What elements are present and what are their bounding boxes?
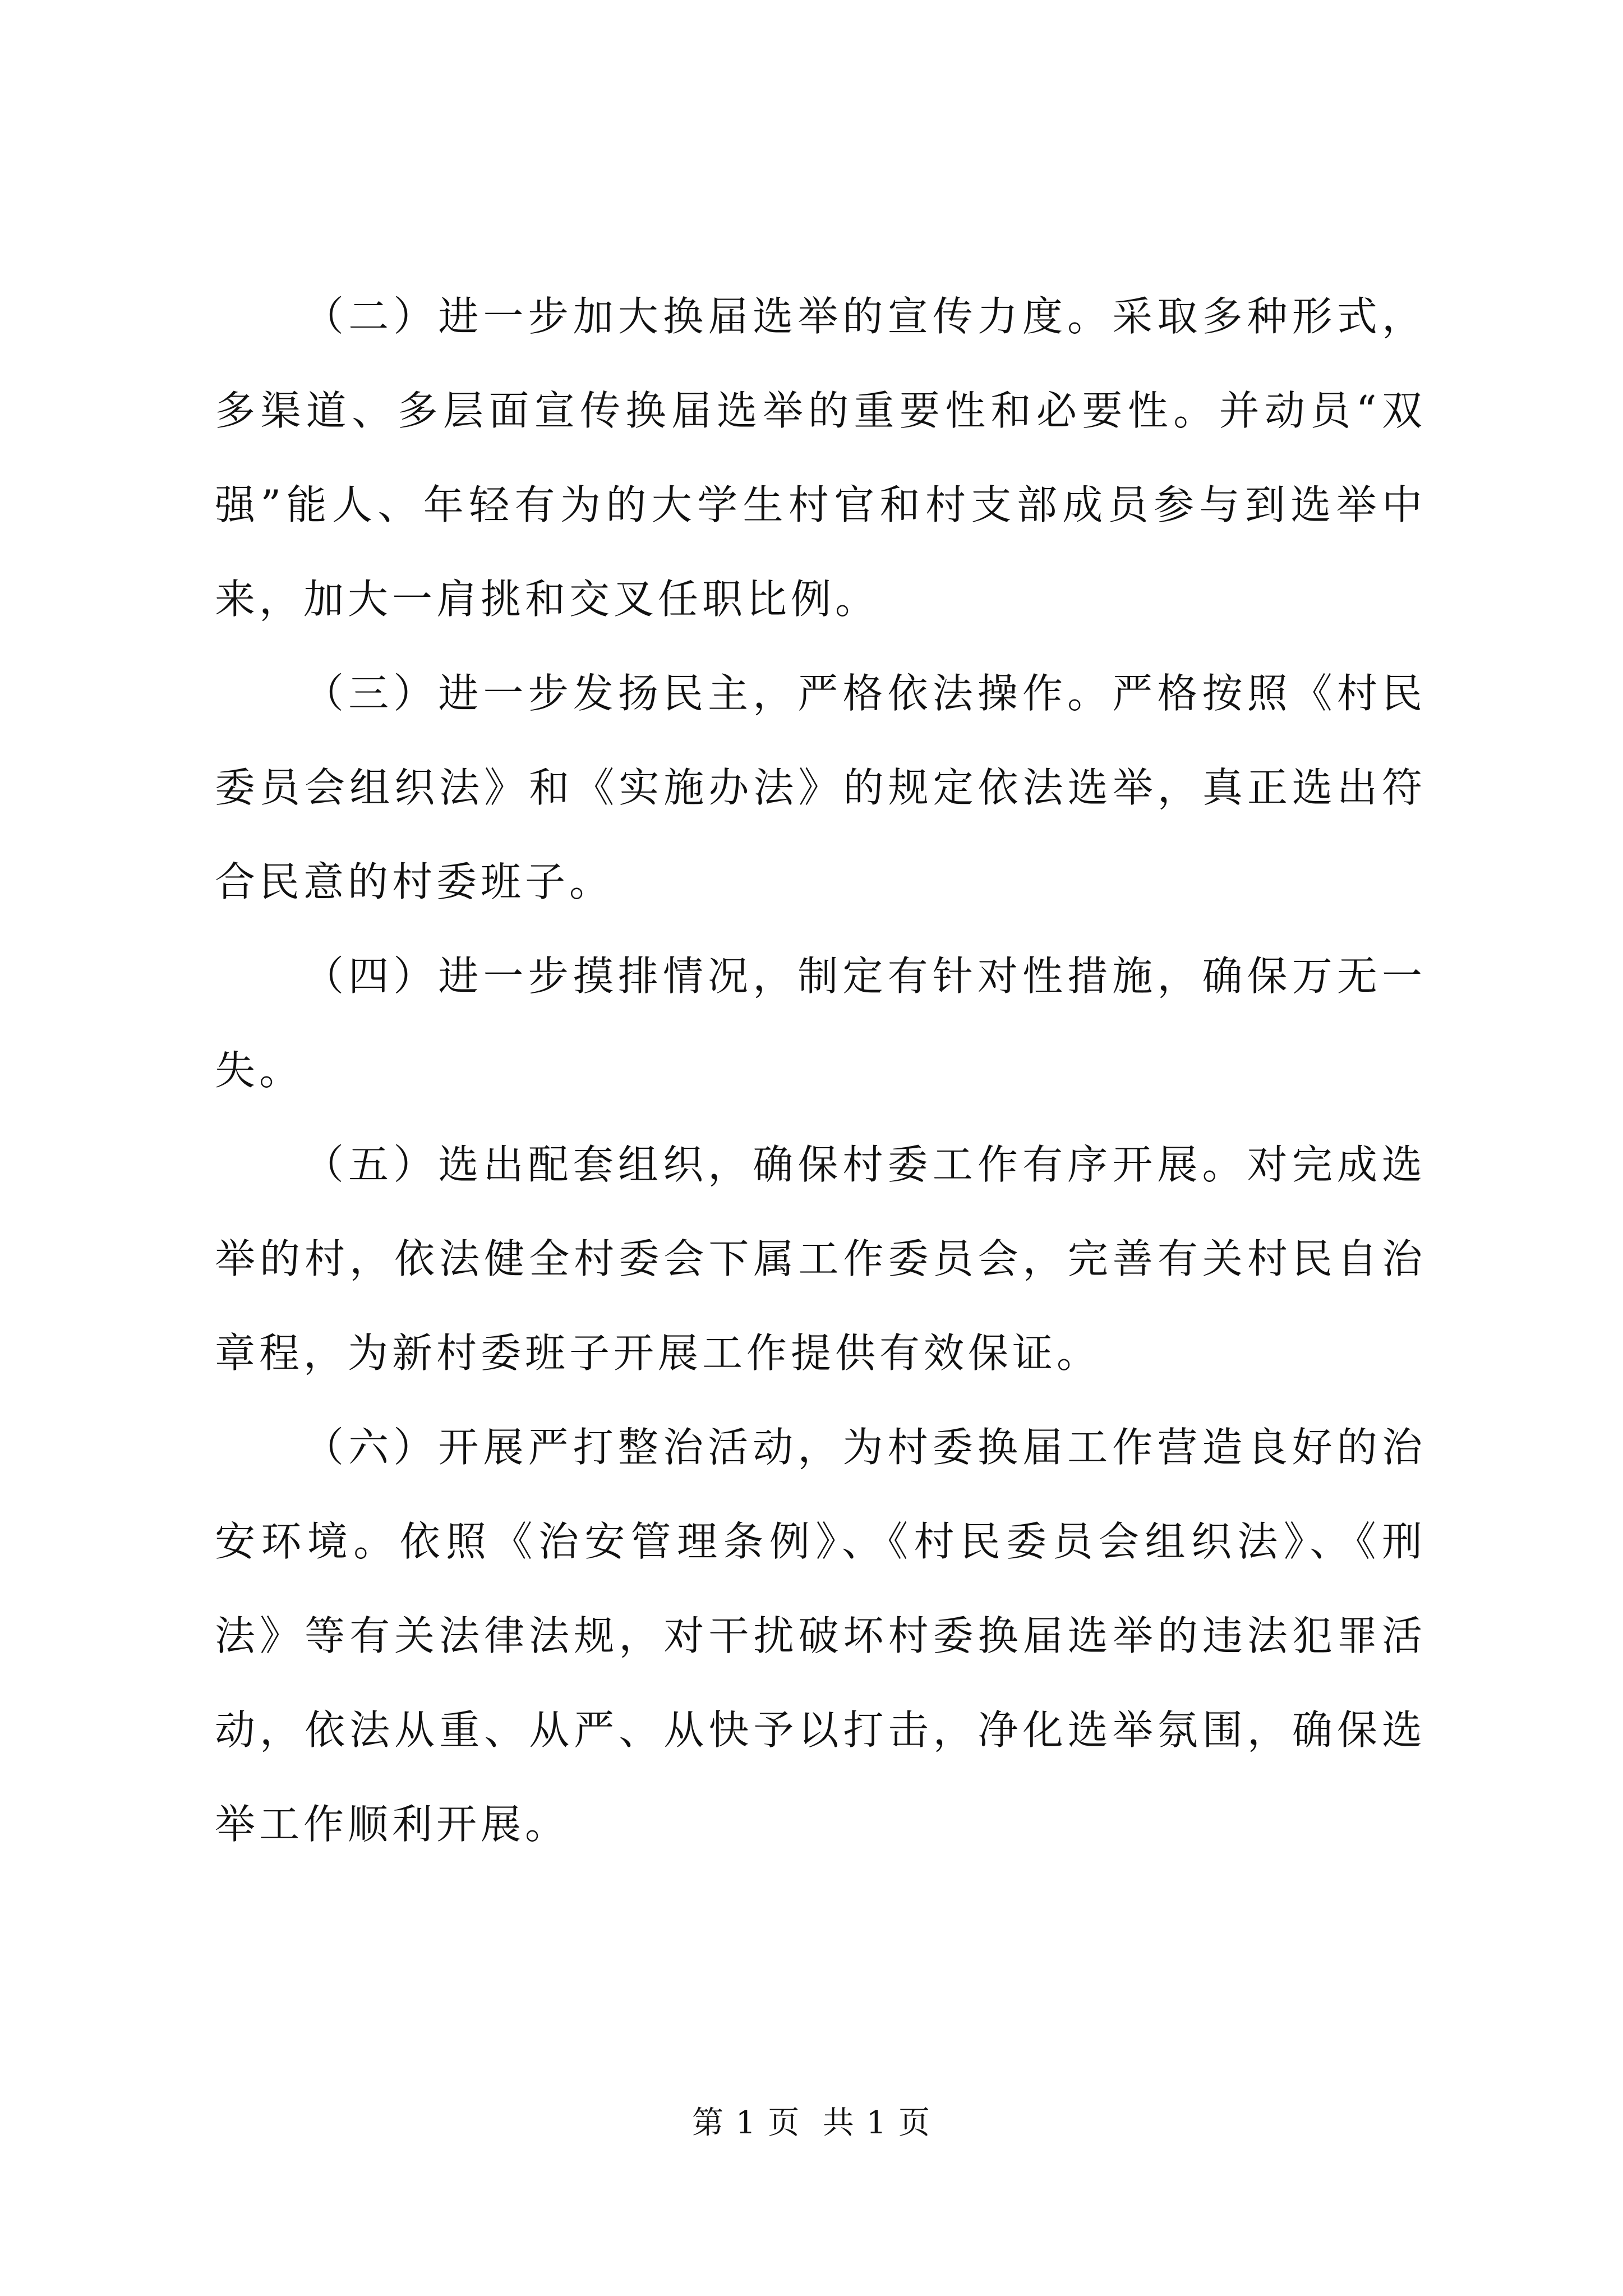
paragraph-2: （二）进一步加大换届选举的宣传力度。采取多种形式，多渠道、多层面宣传换届选举的重要性和必要性。并动员“双强”能人、年轻有为的大学生村官和村支部成员参与到选举中来，加大一肩挑和交叉任职比例。 [215,293,1426,623]
paragraph-5: （五）选出配套组织，确保村委工作有序开展。对完成选举的村，依法健全村委会下属工作委员会，完善有关村民自治章程，为新村委班子开展工作提供有效保证。 [215,1141,1426,1377]
paragraph-6: （六）开展严打整治活动，为村委换届工作营造良好的治安环境。依照《治安管理条例》、《村民委员会组织法》、《刑法》等有关法律法规，对干扰破坏村委换届选举的违法犯罪活动，依法从重、从严、从快予以打击，净化选举氛围，确保选举工作顺利开展。 [215,1424,1426,1848]
page-footer: 第 1 页 共 1 页 [691,2105,932,2141]
document-body [215,269,1426,1871]
paragraph-3: （三）进一步发扬民主，严格依法操作。严格按照《村民委员会组织法》和《实施办法》的规定依法选举，真正选出符合民意的村委班子。 [215,670,1426,905]
paragraph-4: （四）进一步摸排情况，制定有针对性措施，确保万无一失。 [215,953,1426,1094]
